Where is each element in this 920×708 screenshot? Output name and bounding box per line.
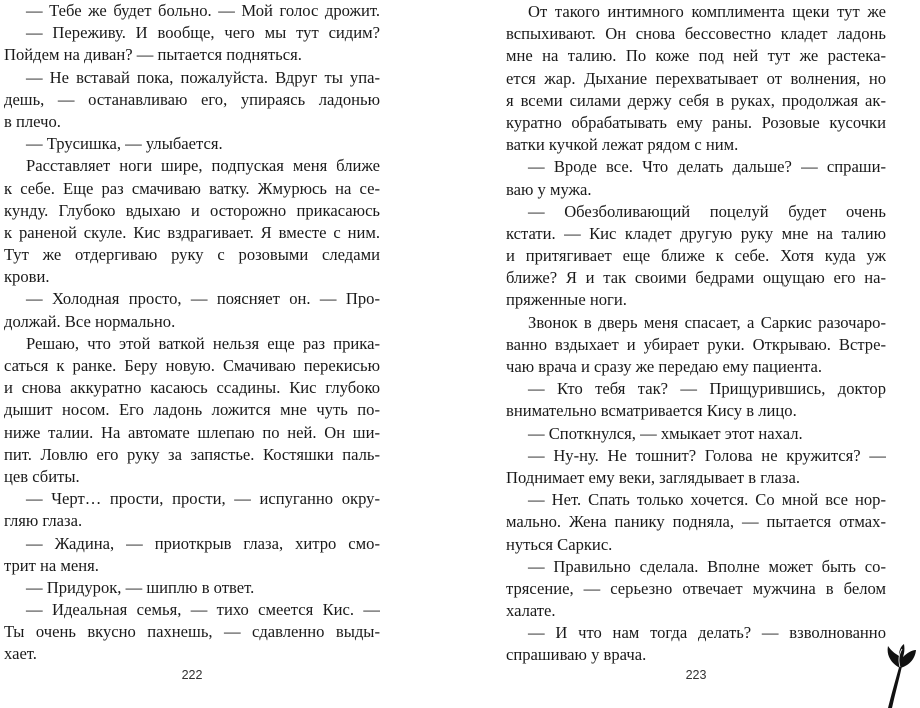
text-line: дышит носом. Его ладонь ложится мне чуть по-	[4, 400, 380, 420]
text-line: — Жадина, — приоткрыв глаза, хитро смо-	[26, 533, 380, 553]
text-line: Пойдем на диван? — пытается подняться.	[4, 45, 302, 65]
text-line: нуться Саркис.	[506, 534, 613, 554]
text-line: куратно обрабатывать ему раны. Розовые кусочки	[506, 112, 886, 132]
text-line: я всеми силами держу себя в руках, продолжая ак-	[506, 90, 886, 110]
right-page	[506, 0, 886, 708]
text-line: ванно вздыхает и убирает руки. Открываю. Встре-	[506, 334, 886, 354]
text-line: к раненой скуле. Кис вздрагивает. Я вместе с ним.	[4, 222, 380, 242]
text-line: — И что нам тогда делать? — взволнованно	[528, 623, 886, 643]
text-line: цев сбиты.	[4, 466, 80, 486]
text-line: мально. Жена панику подняла, — пытается отмах-	[506, 512, 886, 532]
text-line: чаю врача и сразу же передаю ему пациента.	[506, 357, 822, 376]
text-line: — Холодная просто, — поясняет он. — Про-	[26, 289, 380, 309]
page-number-left: 222	[181, 668, 203, 682]
text-line: трясение, — серьезно отвечает мужчина в белом	[506, 578, 886, 598]
right-page-text	[506, 1, 886, 667]
text-line: — Правильно сделала. Вполне может быть со-	[528, 556, 886, 576]
text-line: к себе. Еще раз смачиваю ватку. Жмурюсь на се-	[4, 178, 380, 198]
text-line: ется жар. Дыхание перехватывает от волнения, но	[506, 68, 886, 88]
text-line: кстати. — Кис кладет другую руку мне на талию	[506, 223, 886, 243]
page-number-right: 223	[685, 668, 707, 682]
text-line: Расставляет ноги шире, подпуская меня ближе	[26, 156, 380, 176]
text-line: в плечо.	[4, 111, 61, 131]
tulip-icon	[882, 644, 918, 708]
text-line: кунду. Глубоко вдыхаю и осторожно прикасаюсь	[4, 200, 380, 220]
text-line: мне на талию. По коже под ней тут же растека-	[506, 46, 886, 66]
text-line: халате.	[506, 601, 556, 621]
text-line: саться к ранке. Беру новую. Смачиваю перекисью	[4, 356, 380, 375]
text-line: спрашиваю у врача.	[506, 645, 647, 665]
text-line: ниже талии. На автомате шлепаю по ней. Он ши-	[4, 422, 380, 442]
text-line: вспыхивают. Он снова бессовестно кладет ладонь	[506, 24, 886, 44]
text-line: гляю глаза.	[4, 511, 83, 531]
text-line: трит на меня.	[4, 555, 99, 575]
text-line: — Не вставай пока, пожалуйста. Вдруг ты упа-	[26, 67, 380, 87]
text-line: От такого интимного комплимента щеки тут же	[528, 2, 886, 21]
left-page	[4, 0, 380, 708]
left-page-text	[4, 0, 380, 666]
text-line: ватки кучкой лежат рядом с ним.	[506, 135, 739, 155]
text-line: и снова аккуратно касаюсь ссадины. Кис глубоко	[4, 378, 380, 398]
text-line: — Ну-ну. Не тошнит? Голова не кружится? —	[528, 445, 886, 465]
text-line: пит. Ловлю его руку за запястье. Костяшки паль-	[4, 444, 380, 464]
text-line: ваю у мужа.	[506, 179, 592, 199]
text-line: Звонок в дверь меня спасает, а Саркис разочаро-	[528, 312, 886, 332]
text-line: — Трусишка, — улыбается.	[26, 134, 223, 154]
text-line: и притягивает еще ближе к себе. Хотя куда уж	[506, 246, 886, 266]
text-line: Поднимает ему веки, заглядывает в глаза.	[506, 467, 800, 487]
text-line: хает.	[4, 644, 37, 664]
text-line: Тут же отдергиваю руку с розовыми следами	[4, 245, 380, 265]
text-line: — Придурок, — шиплю в ответ.	[26, 577, 255, 597]
text-line: — Тебе же будет больно. — Мой голос дрожит.	[26, 1, 380, 20]
text-line: пряженные ноги.	[506, 290, 627, 310]
text-line: Ты очень вкусно пахнешь, — сдавленно выды-	[4, 622, 380, 642]
text-line: крови.	[4, 267, 50, 287]
text-line: — Переживу. И вообще, чего мы тут сидим?	[26, 23, 380, 43]
text-line: — Нет. Спать только хочется. Со мной все нор-	[528, 490, 886, 510]
text-line: должай. Все нормально.	[4, 311, 176, 331]
text-line: — Споткнулся, — хмыкает этот нахал.	[528, 423, 803, 443]
text-line: — Кто тебя так? — Прищурившись, доктор	[528, 379, 886, 399]
text-line: — Черт… прости, прости, — испуганно окру-	[26, 489, 380, 509]
text-line: ближе? Я и так своими бедрами ощущаю его на-	[506, 268, 886, 288]
text-line: Решаю, что этой ваткой нельзя еще раз прика-	[26, 333, 380, 353]
text-line: внимательно всматривается Кису в лицо.	[506, 401, 797, 421]
text-line: дешь, — останавливаю его, упираясь ладонью	[4, 89, 380, 109]
text-line: — Вроде все. Что делать дальше? — спраши-	[528, 157, 886, 177]
text-line: — Идеальная семья, — тихо смеется Кис. —	[26, 600, 380, 620]
text-line: — Обезболивающий поцелуй будет очень	[528, 201, 886, 221]
